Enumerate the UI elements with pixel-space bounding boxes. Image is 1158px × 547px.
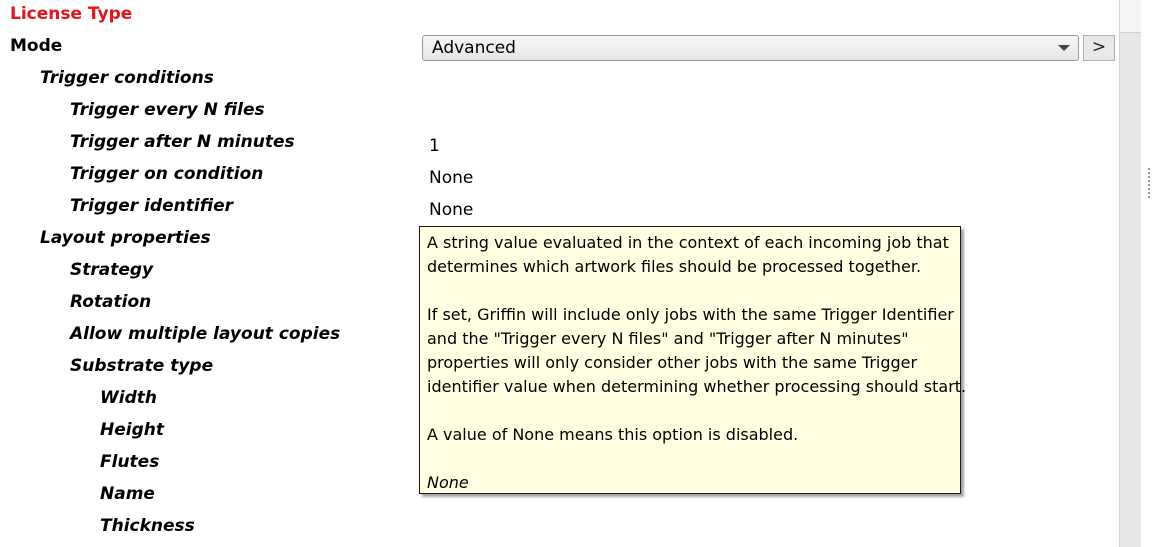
tooltip-line: and the "Trigger every N files" and "Trigger after N minutes" <box>427 329 909 348</box>
scrollbar-top-segment[interactable] <box>1119 0 1141 33</box>
label-height[interactable]: Height <box>100 420 164 440</box>
tooltip-default-value: None <box>427 473 469 492</box>
label-trigger-after-n-minutes[interactable]: Trigger after N minutes <box>70 132 295 152</box>
vertical-scrollbar[interactable] <box>1119 0 1141 547</box>
label-width[interactable]: Width <box>100 388 157 408</box>
mode-select[interactable] <box>422 35 1079 61</box>
tooltip-line: A value of None means this option is disabled. <box>427 425 799 444</box>
tooltip-line: If set, Griffin will include only jobs with the same Trigger Identifier <box>427 305 954 324</box>
label-strategy[interactable]: Strategy <box>70 260 154 280</box>
tooltip-line: identifier value when determining whether processing should start. <box>427 377 967 396</box>
label-trigger-every-n-files[interactable]: Trigger every N files <box>70 100 265 120</box>
label-trigger-identifier[interactable]: Trigger identifier <box>70 196 233 216</box>
chevron-down-icon[interactable] <box>1058 45 1070 51</box>
label-substrate-type[interactable]: Substrate type <box>70 356 214 376</box>
value-trigger-on-condition[interactable]: None <box>429 168 474 188</box>
label-rotation[interactable]: Rotation <box>70 292 152 312</box>
panel-splitter[interactable] <box>1141 0 1158 547</box>
label-flutes[interactable]: Flutes <box>100 452 160 472</box>
label-allow-multiple-layout-copies[interactable]: Allow multiple layout copies <box>70 324 341 344</box>
tooltip-line: properties will only consider other jobs with the same Trigger <box>427 353 918 372</box>
label-name[interactable]: Name <box>100 484 155 504</box>
value-trigger-after-n-minutes[interactable]: 1 <box>429 136 440 156</box>
more-button[interactable]: > <box>1083 35 1115 61</box>
tooltip-line: A string value evaluated in the context of each incoming job that <box>427 233 949 252</box>
section-license-type: License Type <box>10 4 133 24</box>
label-mode[interactable]: Mode <box>10 36 63 56</box>
value-trigger-identifier[interactable]: None <box>429 200 474 220</box>
mode-select-value: Advanced <box>432 38 516 58</box>
label-thickness[interactable]: Thickness <box>100 516 195 536</box>
label-layout-properties[interactable]: Layout properties <box>40 228 211 248</box>
label-trigger-conditions[interactable]: Trigger conditions <box>40 68 214 88</box>
tooltip-line: determines which artwork files should be processed together. <box>427 257 922 276</box>
label-trigger-on-condition[interactable]: Trigger on condition <box>70 164 264 184</box>
property-tooltip <box>419 226 967 494</box>
splitter-grip-icon[interactable] <box>1148 168 1150 198</box>
